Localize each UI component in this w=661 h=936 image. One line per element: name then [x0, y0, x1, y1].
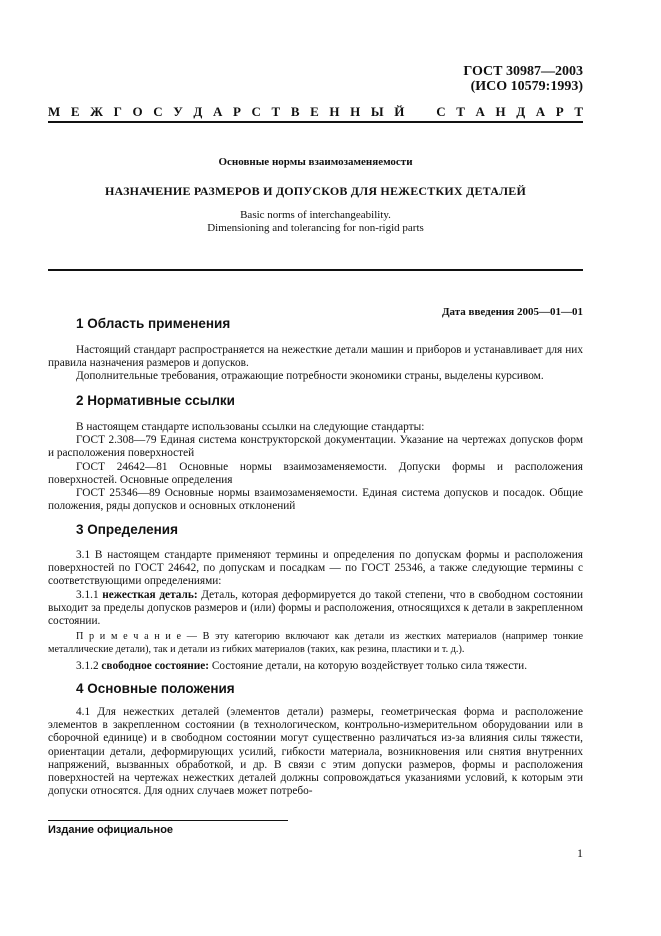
note [48, 631, 583, 656]
definition-text: Деталь, которая деформируется до такой степени, что в свободном состоянии выходит за пределы допусков размеров и (или) формы и расположения, относящихся к детали в закрепленном состоянии. [48, 588, 583, 628]
section-1-body [48, 344, 583, 384]
banner-letter: У [173, 104, 183, 119]
banner-letter: Д [516, 104, 526, 119]
section-1-heading: 1 Область применения [76, 316, 231, 331]
publication-note: Издание официальное [48, 824, 174, 836]
banner-letter: М [48, 104, 61, 119]
interstate-standard-banner [48, 104, 583, 120]
footer-rule [48, 820, 288, 821]
banner-letter: Р [555, 104, 564, 119]
series-title: Основные нормы взаимозаменяемости [218, 156, 413, 168]
definition-number: 3.1.1 [76, 588, 103, 601]
banner-letter: Д [193, 104, 203, 119]
document-title: НАЗНАЧЕНИЕ РАЗМЕРОВ И ДОПУСКОВ ДЛЯ НЕЖЕСТКИХ ДЕТАЛЕЙ [104, 184, 527, 198]
banner-letter: Г [113, 104, 122, 119]
paragraph: ГОСТ 24642—81 Основные нормы взаимозаменяемости. Допуски формы и расположения поверхностей. Основные определения [48, 460, 583, 486]
paragraph: 4.1 Для нежестких деталей (элементов детали) размеры, геометрическая форма и расположение элементов в закрепленном состоянии (в технологическом, контрольно-измерительном оборудовании или в сборочной единице) и в свободном состоянии могут существенно различаться из-за влияния силы тяжести, ориентации детали, деформирующих усилий, гибкости материала, возникновения или снятия внутренних напряжений, вызванных обработкой, и др. В связи с этим допуски размеров, формы и расположения поверхностей на чертежах нежестких деталей должны сопровождаться указаниями условий, к которым эти допуски относятся. Для одних случаев может потребо- [48, 706, 583, 798]
banner-letter: Е [70, 104, 80, 119]
standard-code-iso: (ИСО 10579:1993) [470, 79, 583, 94]
english-title-line2: Dimensioning and tolerancing for non-rigid parts [207, 222, 424, 234]
banner-letter: О [132, 104, 143, 119]
title-rule [48, 269, 583, 271]
banner-letter: А [212, 104, 223, 119]
definition-paragraph [48, 660, 583, 673]
banner-letter: Р [232, 104, 241, 119]
paragraph: Дополнительные требования, отражающие потребности экономики страны, выделены курсивом. [76, 370, 544, 383]
banner-letter: Ы [370, 104, 384, 119]
banner-letter: Н [329, 104, 340, 119]
english-title [48, 209, 583, 235]
standard-code [463, 64, 583, 94]
banner-letter: Й [394, 104, 405, 119]
banner-letter: С [153, 104, 163, 119]
definition-text: Состояние детали, на которую воздействует только сила тяжести. [209, 660, 528, 673]
note-text: В эту категорию включают как детали из жестких материалов (например тонкие металлические детали), так и детали из гибких материалов (таких, как резина, пластики и т. д.). [48, 631, 583, 655]
banner-letter: С [436, 104, 446, 119]
paragraph: ГОСТ 25346—89 Основные нормы взаимозаменяемости. Единая система допусков и посадок. Общие положения, ряды допусков и основных отклонений [48, 487, 583, 513]
paragraph: Настоящий стандарт распространяется на нежесткие детали машин и приборов и устанавливает для них правила назначения размеров и допусков. [48, 344, 583, 370]
banner-letter: А [475, 104, 485, 119]
definition-paragraph [48, 589, 583, 629]
definition-term: нежесткая деталь: [102, 588, 198, 601]
banner-letter: Т [574, 104, 583, 119]
introduction-date: Дата введения 2005—01—01 [441, 306, 583, 318]
english-title-line1: Basic norms of interchangeability. [240, 209, 391, 221]
banner-letter: С [251, 104, 261, 119]
banner-letter: Е [310, 104, 319, 119]
banner-letter: Н [350, 104, 361, 119]
definition-term: свободное состояние: [101, 660, 210, 673]
header-rule [48, 121, 583, 123]
banner-letter: Т [271, 104, 281, 119]
paragraph: 3.1 В настоящем стандарте применяют термины и определения по допускам формы и расположения поверхностей по ГОСТ 24642, по допускам и посадкам — по ГОСТ 25346, а также следующие термины с соответствующими определениями: [48, 549, 583, 588]
section-4-body [48, 706, 583, 798]
standard-code-gost: ГОСТ 30987—2003 [463, 64, 583, 79]
banner-letter: А [535, 104, 546, 119]
section-4-heading: 4 Основные положения [76, 681, 235, 696]
section-3-heading: 3 Определения [76, 522, 178, 537]
section-2-heading: 2 Нормативные ссылки [76, 393, 235, 408]
definition-number: 3.1.2 [76, 660, 102, 673]
note-label: П р и м е ч а н и е — [76, 631, 203, 643]
banner-letter: Т [456, 104, 465, 119]
section-2-body [48, 421, 583, 513]
banner-letter: Ж [90, 104, 104, 119]
section-3-body [48, 549, 583, 673]
paragraph: ГОСТ 2.308—79 Единая система конструкторской документации. Указание на чертежах допусков форм и расположения поверхностей [48, 434, 583, 460]
banner-letter: Н [495, 104, 506, 119]
banner-letter: В [290, 104, 300, 119]
page-number: 1 [577, 846, 583, 860]
paragraph: В настоящем стандарте использованы ссылки на следующие стандарты: [76, 421, 425, 433]
